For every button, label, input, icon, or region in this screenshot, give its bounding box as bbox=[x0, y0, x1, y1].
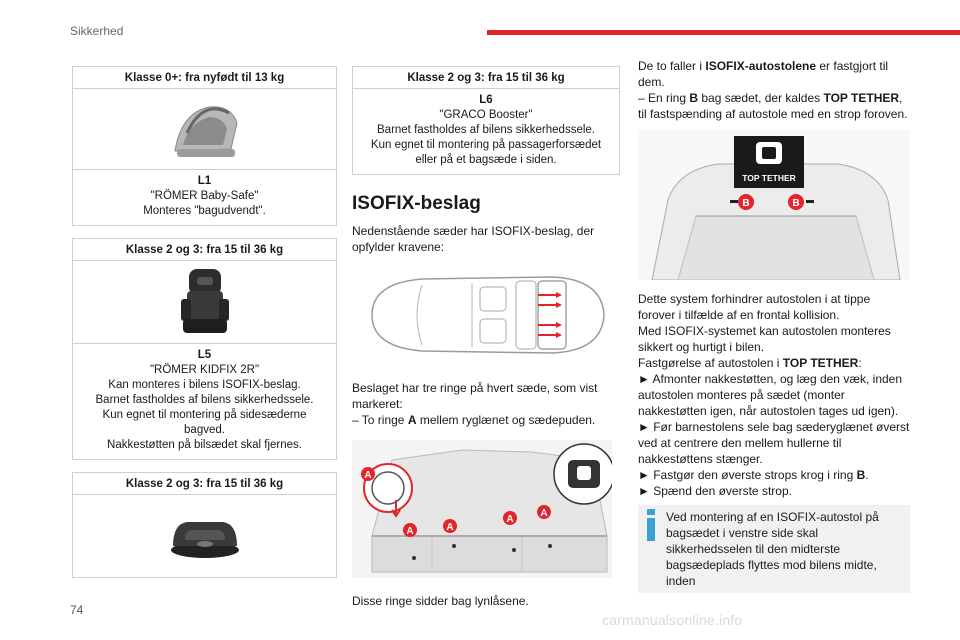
text-fragment: ► Fastgør den øverste strops krog i ring bbox=[638, 468, 857, 482]
step-item: ► Spænd den øverste strop. bbox=[638, 484, 792, 498]
box-heading: Klasse 0+: fra nyfødt til 13 kg bbox=[73, 67, 336, 89]
text-fragment: Fastgørelse af autostolen i bbox=[638, 356, 783, 370]
section-title: Sikkerhed bbox=[70, 24, 124, 38]
booster-seat-image bbox=[73, 261, 336, 344]
baby-seat-image bbox=[73, 89, 336, 170]
car-topview-diagram bbox=[352, 265, 620, 370]
paragraph bbox=[638, 58, 910, 90]
seat-desc-line: Kun egnet til montering på passagerforsædet eller på et bagsæde i siden. bbox=[370, 139, 602, 166]
paragraph bbox=[638, 355, 910, 371]
top-tether-badge: TOP TETHER bbox=[742, 173, 796, 183]
seat-desc-line: Nakkestøtten på bilsædet skal fjernes. bbox=[107, 439, 302, 451]
info-note-text: Ved montering af en ISOFIX-autostol på bagsædet i venstre side skal sikkerhedsselen til den midterste bagsædeplads flyttes mod bilens midte, inden bbox=[666, 510, 879, 588]
ring-label-a: A bbox=[406, 526, 414, 537]
top-tether-diagram bbox=[638, 130, 910, 285]
seat-desc-line: Kun egnet til montering på sidesæderne bagved. bbox=[102, 409, 307, 436]
seat-desc-line: "RÖMER Baby-Safe" bbox=[150, 190, 259, 202]
text-bold: ISOFIX-autostolene bbox=[705, 59, 817, 73]
text-bold: A bbox=[407, 413, 417, 427]
box-heading: Klasse 2 og 3: fra 15 til 36 kg bbox=[73, 239, 336, 261]
seat-desc-line: Barnet fastholdes af bilens sikkerhedssele. bbox=[377, 124, 595, 136]
seat-desc-line: "GRACO Booster" bbox=[439, 109, 533, 121]
info-note bbox=[638, 505, 910, 593]
step-item: ► Afmonter nakkestøtten, og læg den væk, inden autostolen monteres på sædet (monter nakkestøtten igen, når autostolen tages ud igen). bbox=[638, 372, 903, 418]
right-column bbox=[638, 58, 910, 593]
rings-text: Beslaget har tre ringe på hvert sæde, som vist markeret: bbox=[352, 381, 598, 411]
seat-desc-line: Kan monteres i bilens ISOFIX-beslag. bbox=[108, 379, 301, 391]
text-fragment: – En ring bbox=[638, 91, 690, 105]
text-bold: TOP TETHER bbox=[782, 356, 859, 370]
seat-desc-line: Monteres "bagudvendt". bbox=[143, 205, 266, 217]
seat-box-l1 bbox=[72, 66, 337, 226]
isofix-rings-diagram bbox=[352, 440, 620, 583]
closing-text: Disse ringe sidder bag lynlåsene. bbox=[352, 594, 529, 608]
seat-code: L5 bbox=[197, 349, 212, 361]
seat-box-l5 bbox=[72, 238, 337, 460]
ring-label-b: B bbox=[742, 198, 750, 209]
text-fragment: . bbox=[865, 468, 869, 482]
step-item: ► Før barnestolens sele bag sæderyglænet øverst ved at centrere den mellem hullerne til nakkestøttens stænger. bbox=[638, 420, 910, 466]
seat-code: L1 bbox=[197, 175, 212, 187]
seat-desc-line: "RÖMER KIDFIX 2R" bbox=[149, 364, 260, 376]
watermark: carmanualsonline.info bbox=[602, 612, 743, 628]
seat-box-l6-image bbox=[72, 472, 337, 578]
text-fragment: er fastgjort til dem. bbox=[638, 59, 889, 89]
ring-label-a: A bbox=[506, 514, 514, 525]
text-bold: TOP TETHER bbox=[823, 91, 900, 105]
info-icon bbox=[644, 509, 658, 589]
rings-a-text bbox=[352, 412, 620, 428]
text-fragment: De to faller i bbox=[638, 59, 706, 73]
ring-label-a: A bbox=[540, 508, 548, 519]
text-fragment: bag sædet, der kaldes bbox=[698, 91, 824, 105]
section-heading: ISOFIX-beslag bbox=[352, 193, 481, 214]
paragraph: Dette system forhindrer autostolen i at tippe forover i tilfælde af en frontal kollision. bbox=[638, 292, 871, 322]
intro-text: Nedenstående sæder har ISOFIX-beslag, der opfylder kravene: bbox=[352, 224, 595, 254]
text-fragment: : bbox=[858, 356, 862, 370]
seat-desc-line: Barnet fastholdes af bilens sikkerhedssele. bbox=[95, 394, 314, 406]
page-number: 74 bbox=[70, 603, 84, 617]
paragraph: Med ISOFIX-systemet kan autostolen monteres sikkert og hurtigt i bilen. bbox=[638, 324, 891, 354]
text-fragment: – To ringe bbox=[352, 413, 408, 427]
step-item bbox=[638, 467, 910, 483]
middle-column bbox=[352, 66, 620, 609]
box-heading: Klasse 2 og 3: fra 15 til 36 kg bbox=[353, 67, 619, 89]
left-column bbox=[72, 66, 337, 590]
paragraph bbox=[638, 90, 910, 122]
ring-label-a: A bbox=[364, 470, 372, 481]
text-fragment: mellem ryglænet og sædepuden. bbox=[416, 413, 596, 427]
seat-box-l6 bbox=[352, 66, 620, 175]
seat-code: L6 bbox=[479, 94, 493, 106]
text-fragment: , til fastspænding af autostole med en strop foroven. bbox=[638, 91, 908, 121]
text-bold: B bbox=[689, 91, 699, 105]
box-heading: Klasse 2 og 3: fra 15 til 36 kg bbox=[73, 473, 336, 495]
header-accent-bar bbox=[487, 30, 960, 35]
text-bold: B bbox=[856, 468, 866, 482]
cushion-seat-image bbox=[73, 495, 336, 577]
ring-label-b: B bbox=[792, 198, 800, 209]
ring-label-a: A bbox=[446, 522, 454, 533]
